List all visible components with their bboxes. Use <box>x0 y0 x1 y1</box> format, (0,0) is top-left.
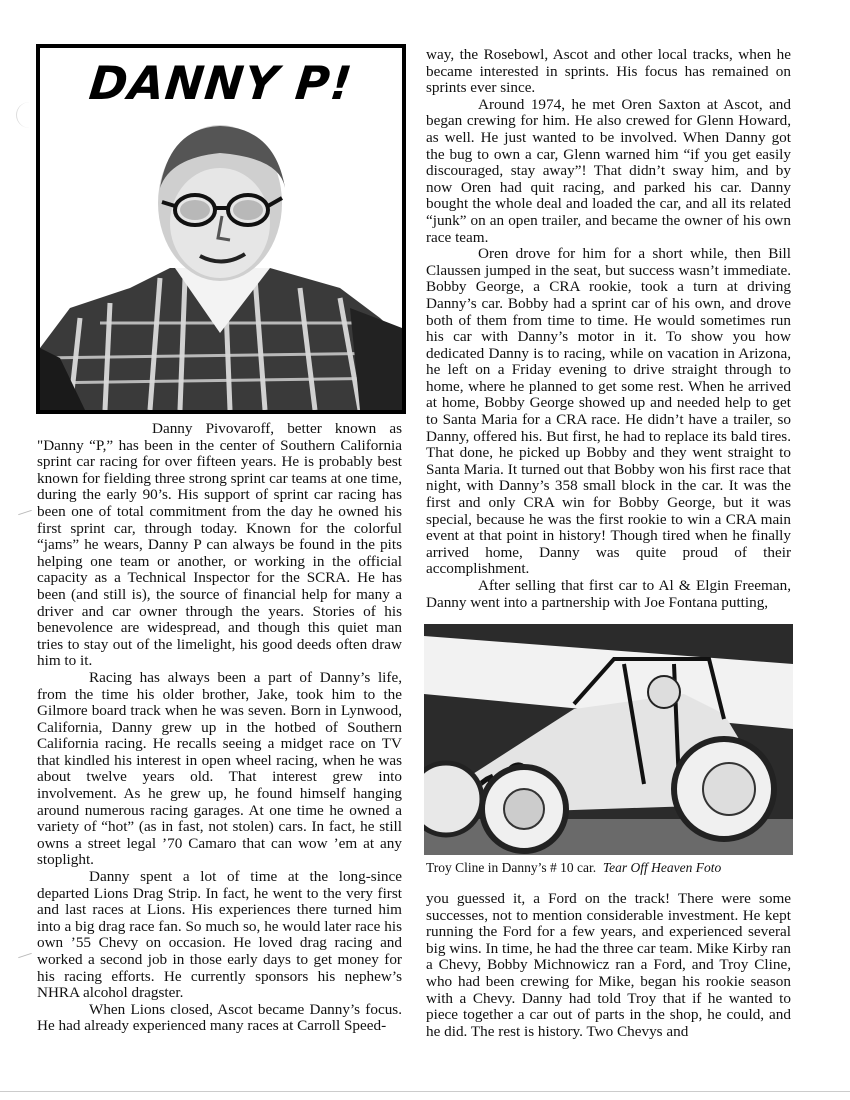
caption-text: Troy Cline in Danny’s # 10 car. <box>426 860 597 875</box>
article-paragraph: Danny spent a lot of time at the long-since departed Lions Drag Strip. In fact, he went to the very first and last races at Lions. His experiences there turned him into a big drag race fan. So much so, he would later race his own ’55 Chevy on occasion. He loved drag racing and worked a second job in those early days to get money for his racing efforts. He currently sponsors his nephew’s NHRA alcohol dragster. <box>37 868 402 1002</box>
article-paragraph: way, the Rosebowl, Ascot and other local tracks, when he became interested in sprints. His focus has remained on sprints ever since. <box>426 46 791 97</box>
portrait-frame <box>36 44 406 414</box>
article-paragraph: Oren drove for him for a short while, then Bill Claussen jumped in the seat, but success wasn’t immediate. Bobby George, a CRA rookie, took a turn at driving Danny’s car. Bobby had a sprint car of his own, and drove both of them from time to time. He would sometimes run his car with Danny’s motor in it. To show you how dedicated Danny is to racing, while on vacation in Arizona, he left on a Friday evening to drive straight through to home, where he planned to get some rest. When he arrived at home, Bobby George showed up and needed help to get to Santa Maria for a CRA race. He didn’t have a trailer, so Danny, offered his. But first, he had to replace its bald tires. That done, he picked up Bobby and they went straight to Santa Maria. It turned out that Bobby won his first race that night, with Danny’s 358 small block in the car. It was the first and only CRA win for Bobby George, but it was special, because he was the first rookie to win a CRA main event at that point in history! Though tired when he finally arrived home, Danny was quite proud of their accomplishment. <box>426 245 791 578</box>
sprint-car-image <box>424 624 793 855</box>
article-paragraph: When Lions closed, Ascot became Danny’s focus. He had already experienced many races at Carroll Speed- <box>37 1000 402 1035</box>
article-right-column-bottom <box>426 891 791 1040</box>
article-paragraph: Danny Pivovaroff, better known as "Danny “P,” has been in the center of Southern California sprint car racing for over fifteen years. He is probably best known for fielding three strong sprint car teams at one time, during the early 90’s. His support of sprint car racing has been one of total commitment from the day he owned his first sprint car, through today. Known for the colorful “jams” he wears, Danny P can always be found in the pits helping one team or another, or working in the official capacity as a Technical Inspector for the SCRA. He has been (and still is), the source of financial help for many a driver and car owner through the years. Stories of his benevolence are widespread, and though this quiet man tries to stay out of the limelight, his good deeds often draw him to it. <box>37 420 402 670</box>
scan-mark <box>18 510 32 515</box>
article-right-column-top <box>426 47 791 611</box>
page-edge-line <box>0 1091 850 1092</box>
scan-mark <box>18 953 32 958</box>
photo-credit: Tear Off Heaven Foto <box>602 860 722 875</box>
article-paragraph: After selling that first car to Al & Elgin Freeman, Danny went into a partnership with Joe Fontana putting, <box>426 577 791 611</box>
article-paragraph: Around 1974, he met Oren Saxton at Ascot, and began crewing for him. He also crewed for Glenn Howard, as well. He just wanted to be involved. When Danny got the bug to own a car, Glenn warned him “if you get easily discouraged, stay away”! That didn’t sway him, and by now Oren had quit racing, and parked his car. Danny bought the whole deal and loaded the car, and all its related “junk” on an open trailer, and became the owner of his own race team. <box>426 95 791 246</box>
article-paragraph: Racing has always been a part of Danny’s life, from the time his older brother, Jake, took him to the Gilmore board track when he was seven. Born in Lynwood, California, Danny grew up in the hotbed of Southern California racing. He recalls seeing a midget race on TV that kindled his interest in open wheel racing, when he was about twelve years old. That interest grew into involvement. As he grew up, he found himself hanging around numerous racing garages. At one time he owned a variety of “hot” (as in fast, not stolen) cars. In fact, he still owns a street legal ’70 Camaro that can wow ’em at any stoplight. <box>37 668 402 869</box>
photo-caption <box>426 860 721 876</box>
portrait-photo <box>40 118 402 410</box>
portrait-title: DANNY P! <box>86 56 356 110</box>
race-car-photo <box>424 624 793 855</box>
article-paragraph: you guessed it, a Ford on the track! There were some successes, not to mention considerable investment. He kept running the Ford for a few years, and experienced several big wins. In time, he had the three car team. Mike Kirby ran a Chevy, Bobby Michnowicz ran a Ford, and Troy Cline, who had been crewing for Mike, began his rookie season with a Chevy. Danny had told Troy that if he wanted to piece together a car out of parts in the shop, he could, and he did. The rest is history. Two Chevys and <box>426 890 791 1040</box>
article-left-column <box>37 421 402 1035</box>
